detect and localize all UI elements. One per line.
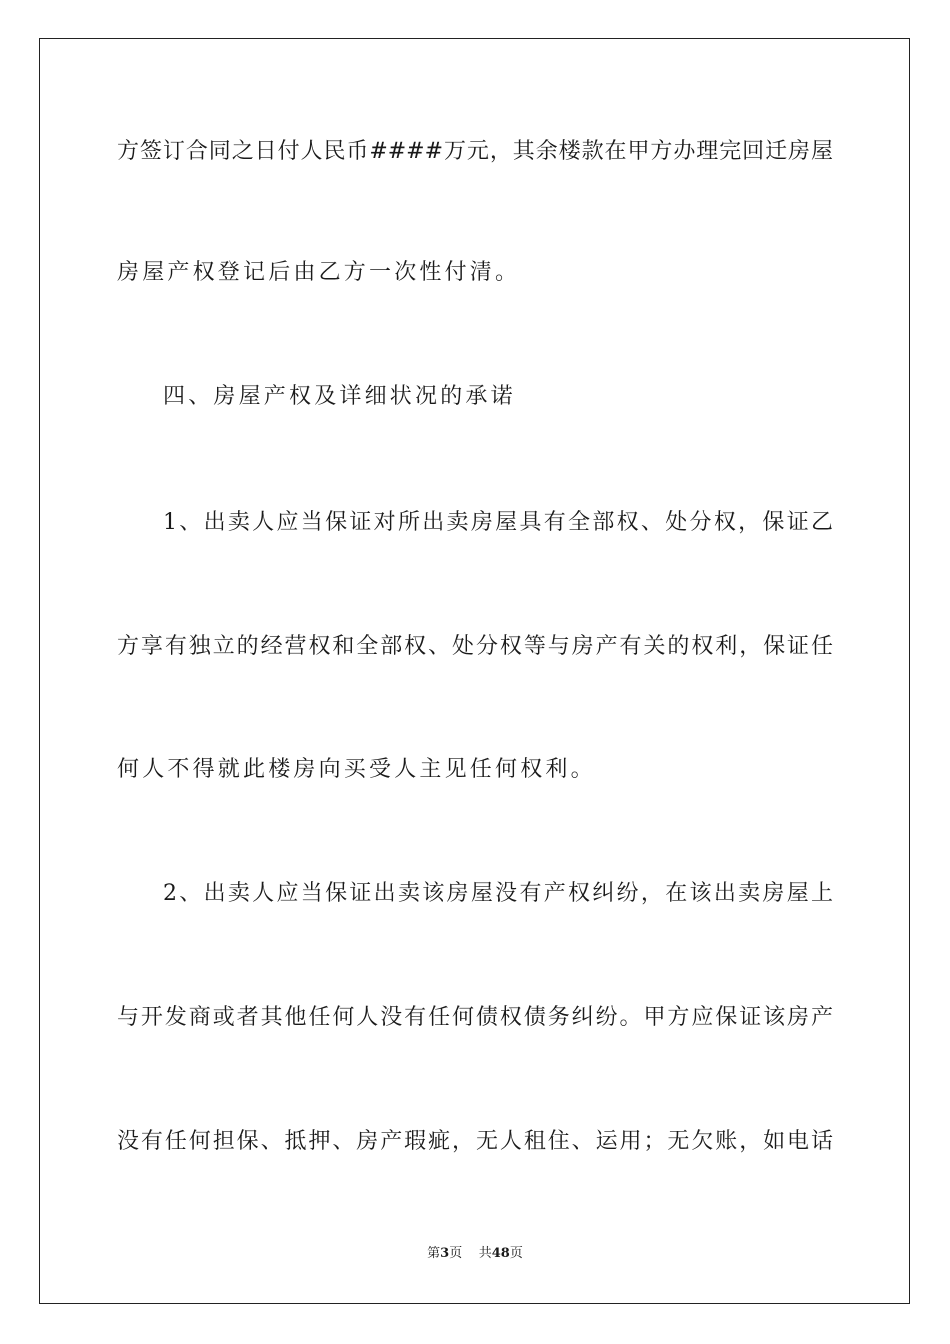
body-line-6: 何人不得就此楼房向买受人主见任何权利。 [117, 757, 596, 782]
page-number: 3 [440, 1246, 450, 1261]
body-line-5: 方享有独立的经营权和全部权、处分权等与房产有关的权利，保证任 [117, 634, 833, 659]
body-line-2: 房屋产权登记后由乙方一次性付清。 [117, 260, 521, 285]
body-line-9: 没有任何担保、抵押、房产瑕疵，无人租住、运用；无欠账，如电话 [117, 1129, 833, 1154]
page-footer [0, 1245, 950, 1263]
page-suffix: 页 [449, 1246, 463, 1261]
page-border [39, 38, 910, 1304]
page-prefix: 第 [427, 1246, 441, 1261]
body-line-8: 与开发商或者其他任何人没有任何债权债务纠纷。甲方应保证该房产 [117, 1005, 833, 1030]
body-line-7: 2、出卖人应当保证出卖该房屋没有产权纠纷，在该出卖房屋上 [163, 881, 833, 906]
total-suffix: 页 [509, 1246, 523, 1261]
body-line-1: 方签订合同之日付人民币####万元，其余楼款在甲方办理完回迁房屋 [117, 139, 833, 164]
body-line-4: 1、出卖人应当保证对所出卖房屋具有全部权、处分权，保证乙 [163, 510, 833, 535]
section-heading: 四、房屋产权及详细状况的承诺 [163, 384, 516, 409]
total-prefix: 共 [478, 1246, 492, 1261]
total-pages: 48 [491, 1246, 510, 1261]
